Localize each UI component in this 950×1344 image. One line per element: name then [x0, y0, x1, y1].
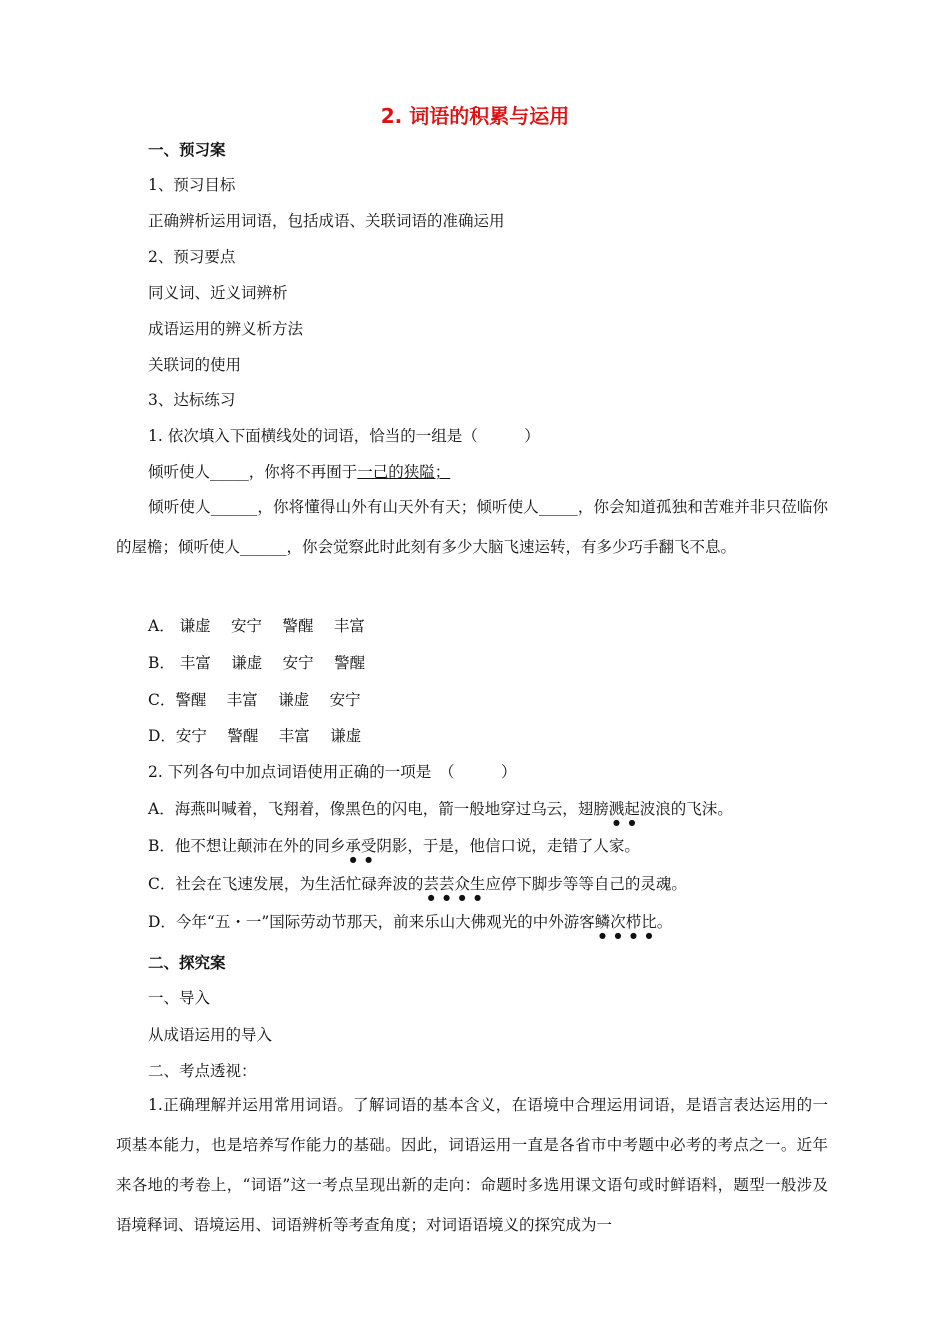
question-1-option-a: A． 谦虚 安宁 警醒 丰富	[148, 617, 365, 635]
option-text: 。	[656, 913, 673, 931]
points-label: 2、预习要点	[148, 248, 236, 266]
question-2-option-d	[148, 912, 672, 940]
intro-text: 从成语运用的导入	[148, 1026, 273, 1044]
section-heading-preview: 一、预习案	[148, 141, 226, 159]
dotted-term: 承受	[345, 837, 377, 855]
question-1-underlined-text: 一己的狭隘；	[357, 463, 451, 481]
point-item: 同义词、近义词辨析	[148, 284, 288, 302]
question-2-stem: 2. 下列各句中加点词语使用正确的一项是 （ ）	[148, 763, 517, 781]
question-1-paragraph	[116, 487, 828, 567]
dotted-term: 溅起	[608, 800, 640, 818]
question-2-option-c	[148, 874, 687, 902]
question-1-line	[148, 462, 450, 482]
option-text: 阴影，于是，他信口说，走错了人家。	[376, 837, 640, 855]
question-1-option-b: B． 丰富 谦虚 安宁 警醒	[148, 654, 366, 672]
point-item: 关联词的使用	[148, 356, 242, 374]
option-text: 波浪的飞沫。	[639, 800, 733, 818]
option-text: C．社会在飞速发展，为生活忙碌奔波的	[148, 875, 424, 893]
question-2-option-a	[148, 799, 733, 827]
option-text: 应停下脚步等等自己的灵魂。	[485, 875, 687, 893]
focus-paragraph	[116, 1085, 828, 1245]
question-1-paragraph-line2: 莅临你的屋檐；倾听使人______，你会觉察此时此刻有多少大脑飞速运转，有多少巧手翻飞不息。	[116, 498, 828, 556]
question-1-option-d: D．安宁 警醒 丰富 谦虚	[148, 727, 362, 745]
option-text: B．他不想让颠沛在外的同乡	[148, 837, 346, 855]
question-1-stem: 1. 依次填入下面横线处的词语，恰当的一组是（ ）	[148, 427, 540, 445]
option-text: A．海燕叫喊着，飞翔着，像黑色的闪电，箭一般地穿过乌云，翅膀	[148, 800, 609, 818]
practice-label: 3、达标练习	[148, 391, 236, 409]
question-1-line-text: 倾听使人_____，你将不再囿于	[148, 463, 358, 481]
section-heading-inquiry: 二、探究案	[148, 954, 226, 972]
question-1-option-c: C．警醒 丰富 谦虚 安宁	[148, 691, 361, 709]
dotted-term: 鳞次栉比	[594, 913, 657, 931]
focus-paragraph-text: 1.正确理解并运用常用词语。了解词语的基本含义，在语境中合理运用词语，是语言表达运用的一项基本能力，也是培养写作能力的基础。因此，词语运用一直是各省市中考题中必考的考点之一。近年来各地的考卷上，“词语”这一考点呈现出新的走向：命题时多选用课文语句或时鲜语料，题型一般涉及语境释词、语境运用、词语辨析等考查角度；对词语语境义的探究成为一	[116, 1096, 828, 1234]
page-title: 2. 词语的积累与运用	[380, 104, 570, 128]
goal-text: 正确辨析运用词语，包括成语、关联词语的准确运用	[148, 212, 505, 230]
question-1-paragraph-line1: 倾听使人______，你将懂得山外有山天外有天；倾听使人_____，你会知道孤独和苦难并非只	[148, 498, 782, 516]
question-2-option-b	[148, 836, 640, 864]
goal-label: 1、预习目标	[148, 176, 236, 194]
intro-label: 一、导入	[148, 989, 211, 1007]
dotted-term: 芸芸众生	[423, 875, 486, 893]
option-text: D．今年“五・一”国际劳动节那天，前来乐山大佛观光的中外游客	[148, 913, 595, 931]
point-item: 成语运用的辨义析方法	[148, 320, 304, 338]
focus-label: 二、考点透视：	[148, 1062, 257, 1080]
